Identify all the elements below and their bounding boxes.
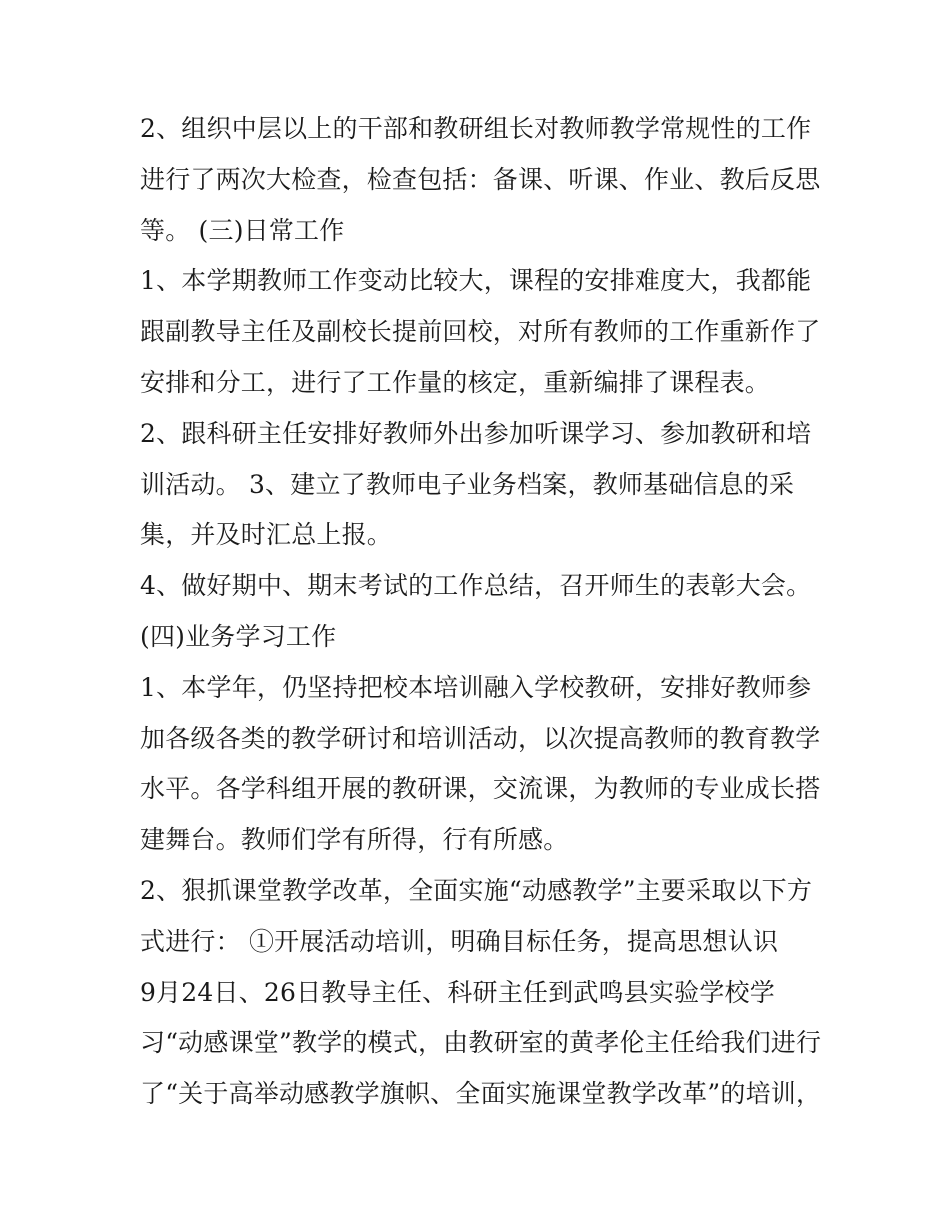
- text-line: 集，并及时汇总上报。: [140, 520, 393, 550]
- body-text: [140, 104, 820, 1120]
- text-line: 等。 (三)日常工作: [140, 215, 345, 245]
- text-line: 加各级各类的教学研讨和培训活动，以次提高教师的教育教学: [140, 723, 821, 753]
- text-line: 建舞台。教师们学有所得，行有所感。: [140, 825, 569, 855]
- text-line: 4、做好期中、期末考试的工作总结，召开师生的表彰大会。: [140, 571, 812, 601]
- text-line: 式进行： ①开展活动培训，明确目标任务，提高思想认识: [140, 926, 779, 956]
- text-line: 2、跟科研主任安排好教师外出参加听课学习、参加教研和培: [140, 418, 812, 448]
- text-line: 跟副教导主任及副校长提前回校，对所有教师的工作重新作了: [140, 317, 821, 347]
- text-line: 安排和分工，进行了工作量的核定，重新编排了课程表。: [140, 367, 771, 397]
- section-heading: (四)业务学习工作: [140, 621, 337, 651]
- text-line: 2、狠抓课堂教学改革，全面实施“动感教学”主要采取以下方: [140, 875, 813, 905]
- text-line: 进行了两次大检查，检查包括：备课、听课、作业、教后反思: [140, 164, 821, 194]
- text-line: 了“关于高举动感教学旗帜、全面实施课堂教学改革”的培训，: [140, 1079, 822, 1109]
- text-line: 2、组织中层以上的干部和教研组长对教师教学常规性的工作: [140, 114, 812, 143]
- text-line: 9月24日、26日教导主任、科研主任到武鸣县实验学校学: [140, 977, 775, 1007]
- text-line: 水平。各学科组开展的教研课，交流课，为教师的专业成长搭: [140, 774, 821, 804]
- text-line: 1、本学年，仍坚持把校本培训融入学校教研，安排好教师参: [140, 672, 812, 702]
- text-line: 1、本学期教师工作变动比较大，课程的安排难度大，我都能: [140, 266, 812, 296]
- text-line: 训活动。 3、建立了教师电子业务档案，教师基础信息的采: [140, 469, 795, 499]
- text-line: 习“动感课堂”教学的模式，由教研室的黄孝伦主任给我们进行: [140, 1028, 822, 1058]
